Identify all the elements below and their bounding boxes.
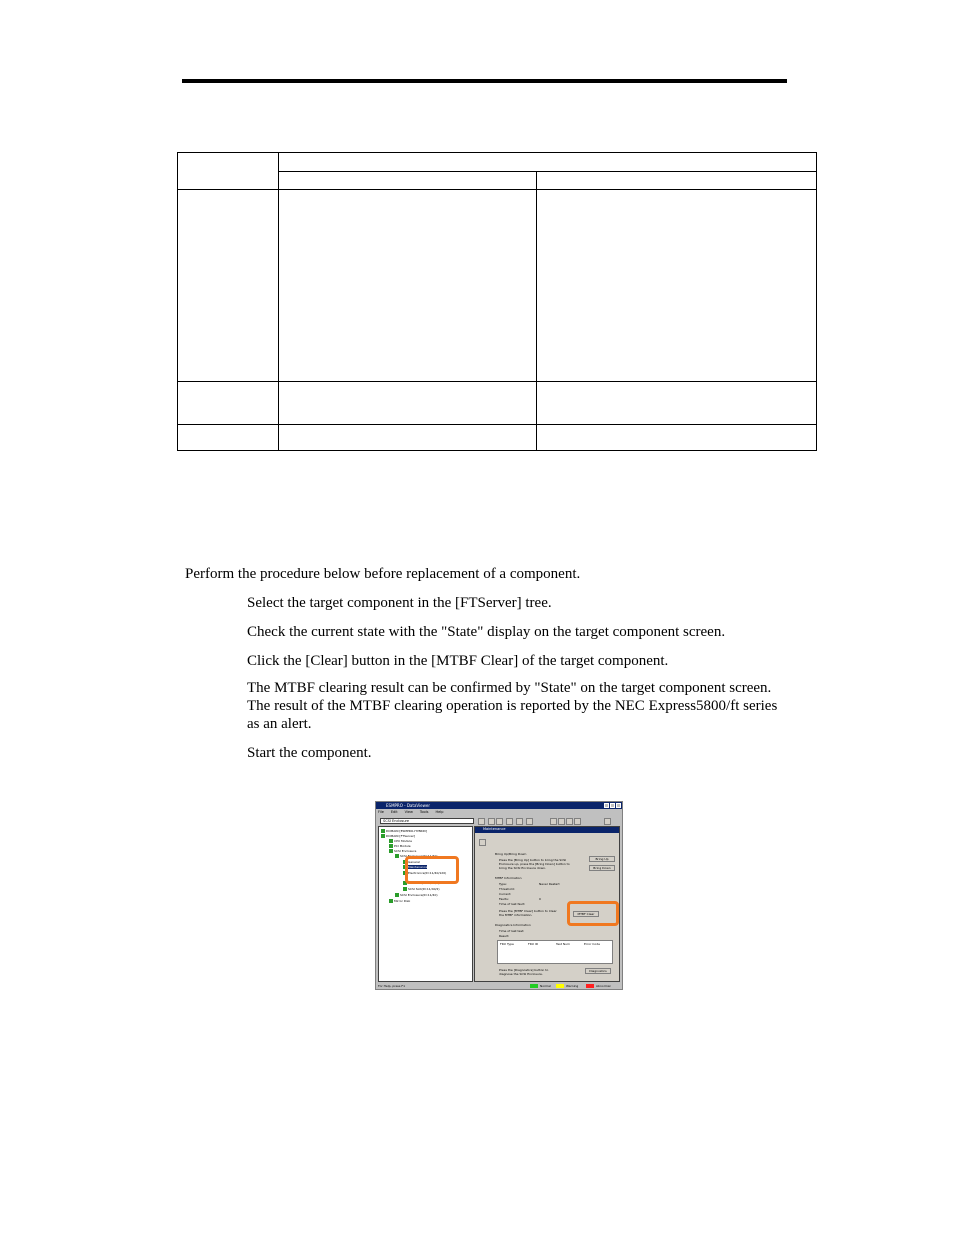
tree-item[interactable]: Mirror Disk bbox=[389, 899, 410, 903]
table-row bbox=[178, 190, 817, 382]
maintenance-icon bbox=[479, 839, 486, 846]
node-icon bbox=[389, 839, 393, 843]
table-cell bbox=[537, 425, 817, 451]
step-1: Select the target component in the [FTServer] tree. bbox=[247, 595, 552, 611]
table-cell bbox=[178, 153, 279, 190]
bring-text: bring the SCSI Enclosure down. bbox=[499, 866, 546, 870]
bring-up-button[interactable]: Bring Up bbox=[589, 856, 615, 862]
toolbar bbox=[378, 817, 620, 826]
tree-item[interactable]: CPU Module bbox=[389, 839, 412, 843]
col-fru-type: FRU Type bbox=[500, 942, 514, 946]
status-help-text: For Help, press F1 bbox=[378, 984, 406, 988]
info-table bbox=[177, 152, 817, 451]
mtbf-faults-value: 0 bbox=[539, 897, 541, 901]
mtbf-group-label: MTBF Information bbox=[495, 876, 522, 880]
table-row bbox=[178, 382, 817, 425]
mtbf-type-value: Never Restart bbox=[539, 882, 560, 886]
tree-item[interactable]: SCSI Slot(ID:11/40/1) bbox=[403, 881, 440, 885]
mtbf-last-fault-label: Time of last fault: bbox=[499, 902, 526, 906]
menu-file[interactable]: File bbox=[378, 810, 384, 814]
highlight-maintenance-node bbox=[405, 856, 459, 884]
location-combo[interactable]: SCSI Enclosure bbox=[380, 818, 474, 824]
close-icon[interactable] bbox=[616, 803, 621, 808]
mtbf-clear-text: Press the [MTBF Clear] button to Clear bbox=[499, 909, 557, 913]
table-cell bbox=[537, 382, 817, 425]
table-cell bbox=[279, 190, 537, 382]
diag-text: Press the [Diagnostics] button to bbox=[499, 968, 549, 972]
maximize-icon[interactable] bbox=[610, 803, 615, 808]
ftserver-tree bbox=[378, 826, 473, 982]
mtbf-type-label: Type: bbox=[499, 882, 507, 886]
tree-item[interactable]: PCI Module bbox=[389, 844, 411, 848]
back-icon[interactable] bbox=[488, 818, 495, 825]
highlight-mtbf-clear-button bbox=[567, 901, 619, 926]
large-icons-icon[interactable] bbox=[550, 818, 557, 825]
forward-icon[interactable] bbox=[496, 818, 503, 825]
menu-view[interactable]: View bbox=[404, 810, 413, 814]
panel-title: Maintenance bbox=[475, 827, 619, 833]
table-cell bbox=[178, 425, 279, 451]
diag-result-label: Result: bbox=[499, 934, 510, 938]
menu-tools[interactable]: Tools bbox=[419, 810, 429, 814]
tree-item[interactable]: SCSI Enclosure(ID:11/40) bbox=[395, 893, 438, 897]
folder-icon[interactable] bbox=[478, 818, 485, 825]
window-title: ESMPRO - DataViewer bbox=[386, 803, 430, 808]
table-cell bbox=[279, 382, 537, 425]
normal-swatch bbox=[530, 984, 538, 988]
table-cell bbox=[537, 190, 817, 382]
status-warning-label: Warning bbox=[566, 984, 579, 988]
col-error-code: Error Code bbox=[584, 942, 600, 946]
node-icon bbox=[395, 854, 399, 858]
up-icon[interactable] bbox=[506, 818, 513, 825]
help-icon[interactable] bbox=[604, 818, 611, 825]
mtbf-clear-button[interactable]: MTBF Clear bbox=[573, 911, 599, 917]
properties-icon[interactable] bbox=[526, 818, 533, 825]
tree-item[interactable]: Electronics(ID:11/40/120) bbox=[403, 871, 446, 875]
step-5: Start the component. bbox=[247, 745, 372, 761]
mtbf-threshold-label: Threshold: bbox=[499, 887, 515, 891]
tree-item[interactable]: DOMAIN [ESMPRO-HYBRID] bbox=[381, 829, 427, 833]
step-2: Check the current state with the "State" display on the target component screen. bbox=[247, 624, 726, 640]
details-icon[interactable] bbox=[574, 818, 581, 825]
mtbf-clear-text: the MTBF information. bbox=[499, 913, 533, 917]
status-abnormal-label: Abnormal bbox=[596, 984, 611, 988]
small-icons-icon[interactable] bbox=[558, 818, 565, 825]
col-test-num: Test Num bbox=[556, 942, 570, 946]
status-bar bbox=[376, 983, 622, 989]
diagnostics-button[interactable]: Diagnostics bbox=[585, 968, 611, 974]
table-cell bbox=[178, 190, 279, 382]
diag-time-label: Time of last test: bbox=[499, 929, 525, 933]
table-row bbox=[178, 153, 817, 172]
bring-down-button[interactable]: Bring Down bbox=[589, 865, 615, 871]
mtbf-faults-label: Faults: bbox=[499, 897, 509, 901]
step-3: Click the [Clear] button in the [MTBF Clear] of the target component. bbox=[247, 653, 669, 669]
node-icon bbox=[395, 893, 399, 897]
table-cell bbox=[178, 382, 279, 425]
tree-item[interactable]: General bbox=[403, 860, 420, 864]
status-normal-label: Normal bbox=[540, 984, 551, 988]
menu-bar bbox=[378, 810, 449, 816]
abnormal-swatch bbox=[586, 984, 594, 988]
tree-item[interactable]: DOMAIN [FTServer] bbox=[381, 834, 415, 838]
diag-group-label: Diagnostics Information bbox=[495, 923, 531, 927]
tree-item[interactable]: SCSI Slot(ID:11/40/2) bbox=[403, 887, 440, 891]
tree-item[interactable]: SCSI Enclosure bbox=[389, 849, 416, 853]
table-cell bbox=[279, 425, 537, 451]
table-row bbox=[178, 425, 817, 451]
minimize-icon[interactable] bbox=[604, 803, 609, 808]
dataviewer-screenshot bbox=[375, 801, 623, 990]
warning-swatch bbox=[556, 984, 564, 988]
node-icon bbox=[381, 829, 385, 833]
refresh-icon[interactable] bbox=[516, 818, 523, 825]
table-cell bbox=[279, 172, 537, 190]
menu-edit[interactable]: Edit bbox=[390, 810, 398, 814]
header-rule bbox=[182, 79, 787, 83]
window-titlebar bbox=[376, 802, 622, 809]
node-icon bbox=[403, 887, 407, 891]
table-cell bbox=[537, 172, 817, 190]
intro-text: Perform the procedure below before replacement of a component. bbox=[185, 566, 581, 582]
col-fru-id: FRU ID bbox=[528, 942, 539, 946]
node-icon bbox=[389, 844, 393, 848]
menu-help[interactable]: Help bbox=[435, 810, 444, 814]
tree-item[interactable]: SCSI Enclosure(ID:11/40) bbox=[395, 854, 438, 858]
mtbf-current-label: Current: bbox=[499, 892, 512, 896]
step-4-line-3: as an alert. bbox=[247, 716, 312, 732]
step-4-line-2: The result of the MTBF clearing operation is reported by the NEC Express5800/ft series bbox=[247, 698, 778, 714]
node-icon bbox=[381, 834, 385, 838]
table-cell bbox=[279, 153, 817, 172]
step-4-line-1: The MTBF clearing result can be confirmed by "State" on the target component screen. bbox=[247, 680, 772, 696]
node-icon bbox=[389, 849, 393, 853]
bring-text: Enclosure up, press the [Bring Down] button to bbox=[499, 862, 570, 866]
diag-result-list[interactable] bbox=[497, 940, 613, 964]
diag-text: diagnose the SCSI Enclosure. bbox=[499, 972, 543, 976]
bring-text: Press the [Bring Up] button to bring the SCSI bbox=[499, 858, 567, 862]
node-icon bbox=[389, 899, 393, 903]
list-icon[interactable] bbox=[566, 818, 573, 825]
bring-group-label: Bring Up/Bring Down bbox=[495, 852, 527, 856]
tree-item-selected[interactable]: Maintenance bbox=[403, 865, 427, 869]
